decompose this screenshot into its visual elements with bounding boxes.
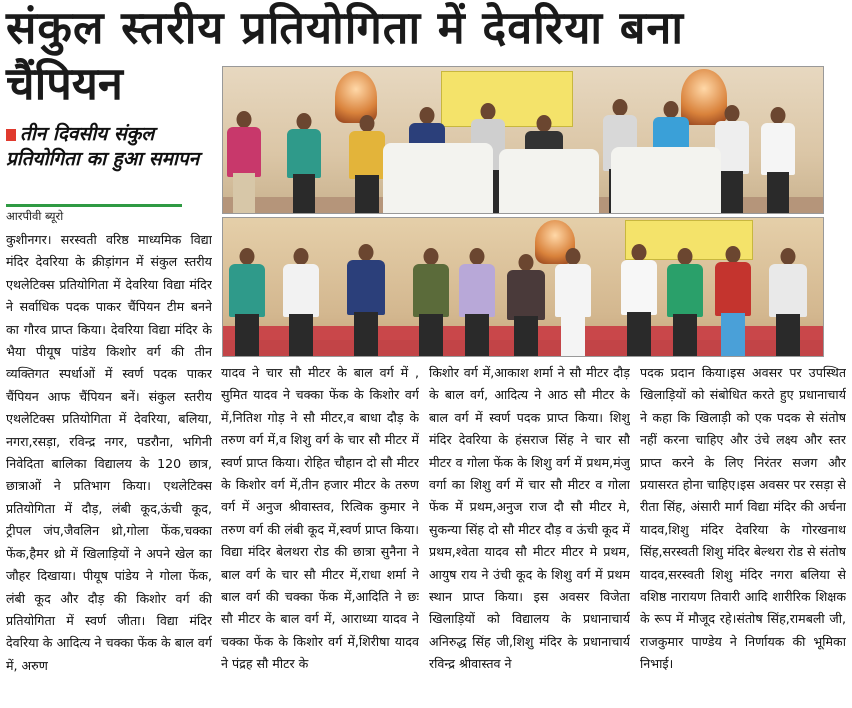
subheadline [6,122,210,172]
bullet-square-icon [6,129,16,141]
article-column-3 [429,362,630,708]
byline: आरपीवी ब्यूरो [6,209,64,223]
article-column-2 [221,362,419,708]
column-3-text: किशोर वर्ग में,आकाश शर्मा ने सौ मीटर दौड़ के बाल वर्ग, आदित्य ने आठ सौ मीटर के बाल वर्ग में स्वर्ण पदक प्राप्त किया। शिशु मंदिर देवरिया के हंसराज सिंह ने चार सौ मीटर व गोला फेंक के शिशु वर्ग में प्रथम,मंजु वर्गा का शिशु वर्ग में चार सौ मीटर व गोला फेंक में प्रथम,अनुज राज दौ सौ मीटर मे, सुकन्या सिंह दो सौ मीटर दौड़ व ऊंची कूद में प्रथम,श्वेता यादव सौ मीटर मीटर मे प्रथम, आयुष राय ने उंची कूद के शिशु वर्ग में प्रथम स्थान प्राप्त किया। इस अवसर विजेता खिलाड़ियों को विद्यालय के प्रधानाचार्य अनिरुद्ध सिंह जी,शिशु मंदिर के प्रधानाचार्य रविन्द्र श्रीवास्तव ने [429,365,630,672]
divider-rule [6,204,182,207]
headline-continued: चैंपियन [6,57,123,110]
group-photo-bottom [222,217,824,357]
group-photo-top [222,66,824,214]
headline: संकुल स्तरीय प्रतियोगिता में देवरिया बना [6,1,685,54]
column-4-text: पदक प्रदान किया।इस अवसर पर उपस्थित खिलाड़ियों को संबोधित करते हुए प्रधानाचार्य ने कहा कि खिलाड़ी को एक पदक से संतोष नहीं करना चाहिए और उंचे लक्ष्य और स्तर प्राप्त करने के लिए निरंतर सजग और प्रयासरत होना चाहिए।इस अवसर पर रसड़ा से रीता सिंह, अंसारी मार्ग विद्या मंदिर की अर्चना यादव,शिशु मंदिर देवरिया के गोरखनाथ सिंह,सरस्वती शिशु मंदिर बेल्थरा रोड से संतोष यादव,सरस्वती शिशु मंदिर नगरा बलिया से वशिष्ठ नारायण तिवारी आदि शारीरिक शिक्षक के रूप में मौजूद रहे।संतोष सिंह,रामबली जी, राजकुमार पाण्डेय ने निर्णायक की भूमिका निभाई। [640,365,846,672]
column-1-text: कुशीनगर। सरस्वती वरिष्ठ माध्यमिक विद्या मंदिर देवरिया के क्रीड़ांगन में संकुल स्तरीय एथलेटिक्स प्रतियोगिता में देवरिया विद्या मंदिर ने सर्वाधिक पदक पाकर चैंपियन टीम बनने का गौरव प्राप्त किया। देवरिया विद्या मंदिर के भैया पीयूष पांडेय किशोर वर्ग की तीन व्यक्तिगत स्पर्धाओं में स्वर्ण पदक पाकर चैंपियन आफ चैंपियन बनें। संकुल स्तरीय एथलेटिक्स प्रतियोगिता में देवरिया, बलिया, नगरा,रसड़ा, रविन्द्र नगर, पडरौना, भगिनी निवेदिता बालिका विद्यालय के 120 छात्र, छात्राओं ने प्रतिभाग किया। एथलेटिक्स प्रतियोगिता में दौड़, लंबी कूद,ऊंची कूद, ट्रीपल जंप,जैवलिन थ्रो,गोला फेंक,चक्का फेंक,हैमर थ्रो में खिलाड़ियों ने अपने खेल का जौहर दिखाया। पीयूष पांडेय ने गोला फेंक, लंबी कूद और दौड़ की किशोर वर्ग की प्रतियोगिता में स्वर्ण जीता। विद्या मंदिर देवरिया के आदित्य ने चक्का फेंक के बाल वर्ग में, अरुण [6,232,212,673]
article-column-4 [640,362,846,708]
column-2-text: यादव ने चार सौ मीटर के बाल वर्ग में , सुमित यादव ने चक्का फेंक के किशोर वर्ग में,नितिश गोड़ ने सौ मीटर,व बाधा दौड़ के तरुण वर्ग में,व शिशु वर्ग के चार सौ मीटर में स्वर्ण प्राप्त किया। रोहित चौहान दो सौ मीटर के किशोर वर्ग में,तीन हजार मीटर के तरुण वर्ग में अनुज श्रीवास्तव, रित्विक कुमार ने तरुण वर्ग की लंबी कूद में,स्वर्ण प्राप्त किया। विद्या मंदिर बेलथरा रोड की छात्रा सुनैना ने बाल वर्ग के चार सौ मीटर में,राधा शर्मा ने बाल वर्ग की चक्का फेंक में,आदिति ने छः सौ मीटर के बाल वर्ग में, आराध्या यादव ने चक्का फेंक के किशोर वर्ग में,शिरीषा यादव ने पंद्रह सौ मीटर के [221,365,419,672]
article-column-1 [6,229,212,707]
subheadline-text: तीन दिवसीय संकुल प्रतियोगिता का हुआ समापन [6,123,200,170]
